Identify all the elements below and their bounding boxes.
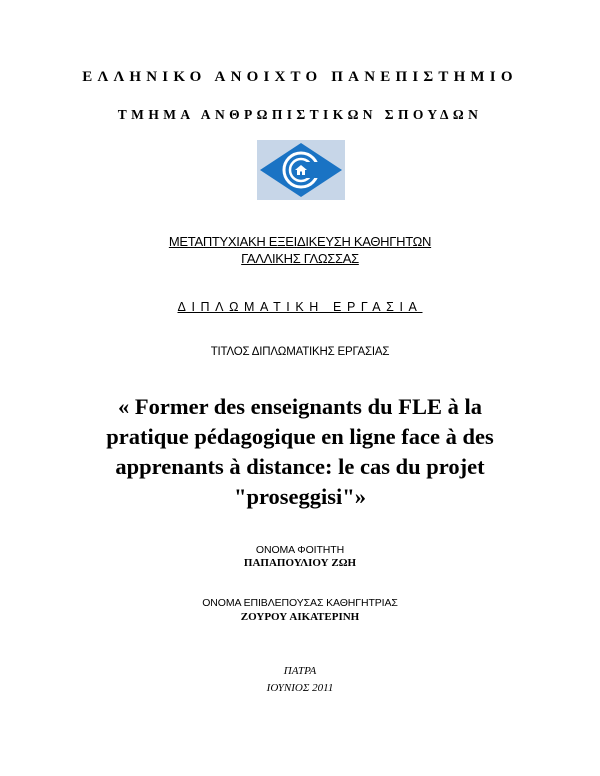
supervisor-label: ΟΝΟΜΑ ΕΠΙΒΛΕΠΟΥΣΑΣ ΚΑΘΗΓΗΤΡΙΑΣ xyxy=(202,597,398,609)
thesis-title-line-1: « Former des enseignants du FLE à la xyxy=(118,394,482,419)
thesis-title-line-3: apprenants à distance: le cas du projet xyxy=(115,454,485,479)
student-label: ΟΝΟΜΑ ΦΟΙΤΗΤΗ xyxy=(255,544,345,556)
date: ΙΟΥΝΙΟΣ 2011 xyxy=(266,682,334,694)
place: ΠΑΤΡΑ xyxy=(283,665,317,677)
student-name: ΠΑΠΑΠΟΥΛΙΟΥ ΖΩΗ xyxy=(243,557,357,569)
thesis-title-line-2: pratique pédagogique en ligne face à des xyxy=(106,424,494,449)
department-name: ΤΜΗΜΑ ΑΝΘΡΩΠΙΣΤΙΚΩΝ ΣΠΟΥΔΩΝ xyxy=(117,107,483,122)
university-logo-icon xyxy=(257,140,345,200)
specialization-line-1: ΜΕΤΑΠΤΥΧΙΑΚΗ ΕΞΕΙΔΙΚΕΥΣΗ ΚΑΘΗΓΗΤΩΝ xyxy=(168,234,432,249)
specialization-line-2: ΓΑΛΛΙΚΗΣ ΓΛΩΣΣΑΣ xyxy=(241,251,359,266)
thesis-title-label: ΤΙΤΛΟΣ ΔΙΠΛΩΜΑΤΙΚΗΣ ΕΡΓΑΣΙΑΣ xyxy=(210,346,390,358)
document-type: ΔΙΠΛΩΜΑΤΙΚΗ ΕΡΓΑΣΙΑ xyxy=(177,300,423,314)
thesis-title xyxy=(40,392,560,512)
university-name: ΕΛΛΗΝΙΚΟ ΑΝΟΙΧΤΟ ΠΑΝΕΠΙΣΤΗΜΙΟ xyxy=(82,69,518,85)
supervisor-name: ΖΟΥΡΟΥ ΑΙΚΑΤΕΡΙΝΗ xyxy=(240,611,360,623)
thesis-title-line-4: "proseggisi"» xyxy=(233,484,367,509)
